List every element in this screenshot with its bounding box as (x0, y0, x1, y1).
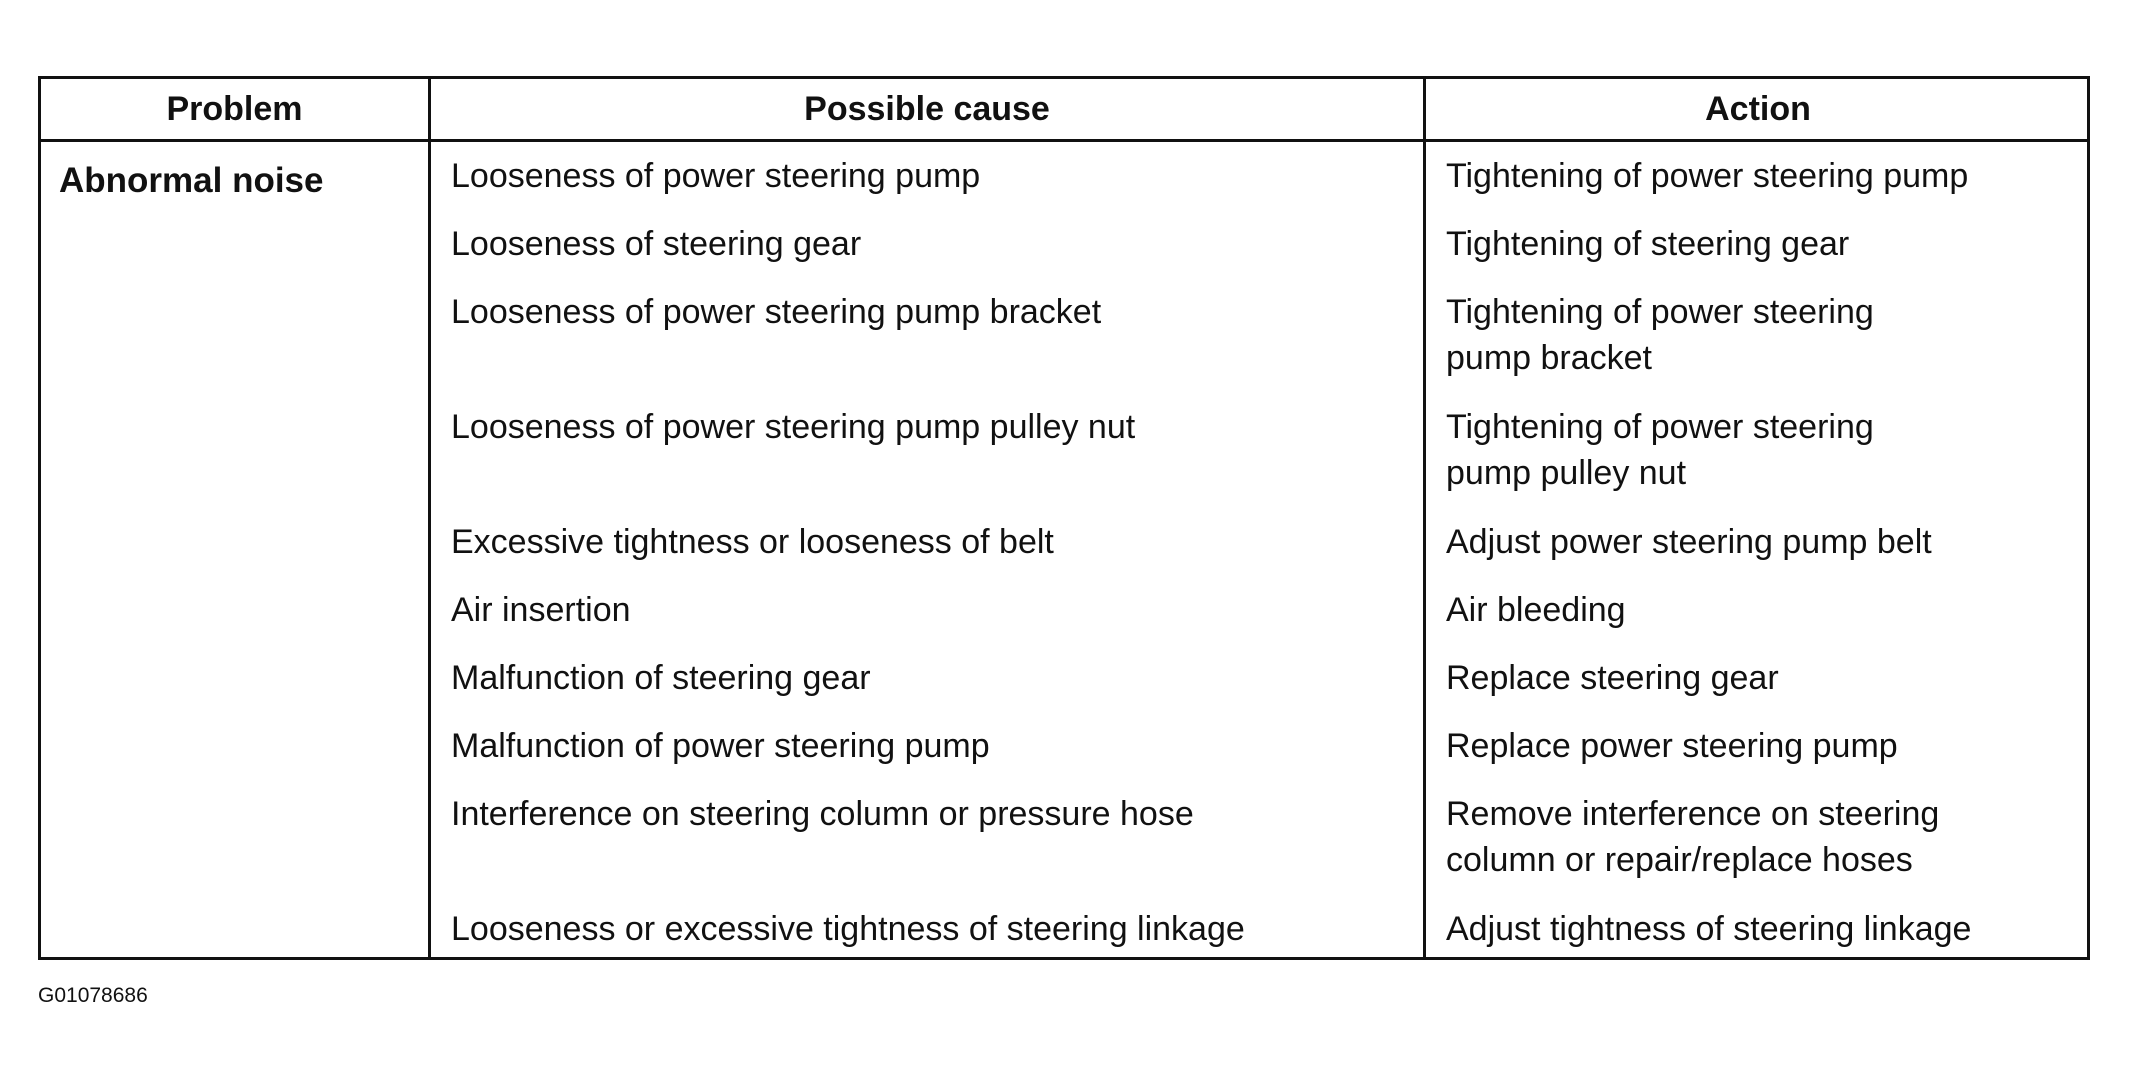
action-cell (1446, 587, 2086, 633)
header-possible-cause: Possible cause (804, 89, 1050, 128)
action-cell (1446, 221, 2086, 267)
action-cell (1446, 655, 2086, 701)
cause-cell: Looseness of steering gear (451, 225, 862, 263)
problem-cell: Abnormal noise (59, 161, 324, 200)
cause-cell: Looseness of power steering pump pulley nut (451, 408, 1136, 446)
cause-cell: Looseness of power steering pump bracket (451, 293, 1102, 331)
action-cell (1446, 404, 2086, 496)
action-line: Tightening of power steering (1446, 408, 1874, 446)
action-cell (1446, 289, 2086, 381)
action-cell (1446, 723, 2086, 769)
action-line: Tightening of power steering pump (1446, 157, 1969, 195)
action-cell (1446, 519, 2086, 565)
cause-cell: Looseness of power steering pump (451, 157, 981, 195)
action-line: Adjust tightness of steering linkage (1446, 910, 1972, 948)
cause-cell: Excessive tightness or looseness of belt (451, 523, 1054, 561)
action-line: Adjust power steering pump belt (1446, 523, 1932, 561)
action-line: Replace steering gear (1446, 659, 1779, 697)
action-cell (1446, 906, 2086, 952)
column-divider (428, 79, 431, 957)
cause-cell: Interference on steering column or pressure hose (451, 795, 1194, 833)
column-divider (1423, 79, 1426, 957)
troubleshooting-table (38, 76, 2090, 960)
action-cell (1446, 153, 2086, 199)
action-line: Tightening of steering gear (1446, 225, 1850, 263)
cause-cell: Malfunction of steering gear (451, 659, 871, 697)
action-line: pump pulley nut (1446, 454, 1687, 492)
figure-id: G01078686 (38, 984, 148, 1007)
action-line: Tightening of power steering (1446, 293, 1874, 331)
action-line: pump bracket (1446, 339, 1652, 377)
action-line: column or repair/replace hoses (1446, 841, 1913, 879)
action-line: Air bleeding (1446, 591, 1626, 629)
cause-cell: Malfunction of power steering pump (451, 727, 990, 765)
action-line: Replace power steering pump (1446, 727, 1898, 765)
cause-cell: Looseness or excessive tightness of steering linkage (451, 910, 1245, 948)
header-problem: Problem (166, 89, 303, 128)
table-header (41, 79, 2087, 142)
header-action: Action (1705, 89, 1811, 128)
action-cell (1446, 791, 2086, 883)
action-line: Remove interference on steering (1446, 795, 1940, 833)
cause-cell: Air insertion (451, 591, 631, 629)
